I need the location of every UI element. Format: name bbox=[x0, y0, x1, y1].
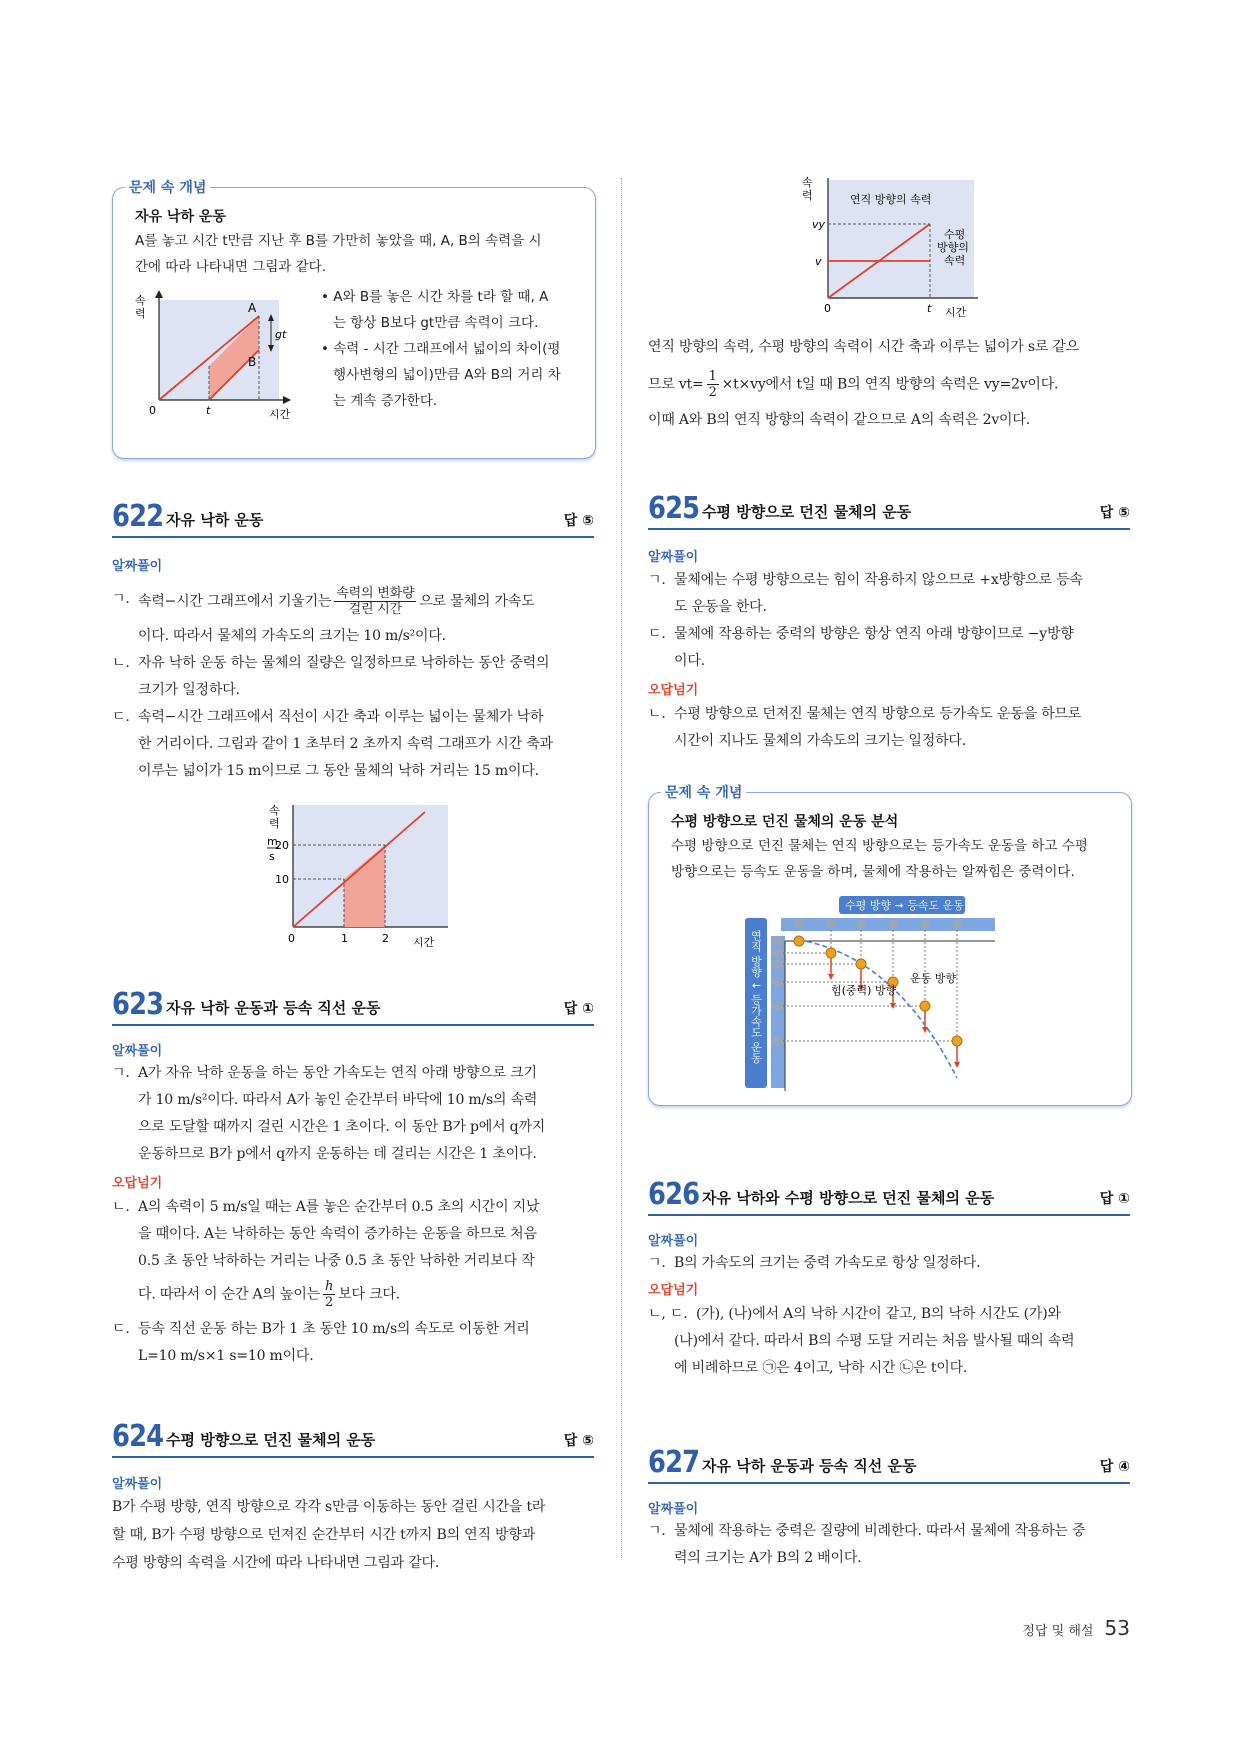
x-label: 시간 bbox=[945, 306, 967, 319]
answer-item: 에 비례하므로 ㉠은 4이고, 낙하 시간 ㉡은 t이다. bbox=[674, 1360, 968, 1376]
question-number: 626 bbox=[648, 1177, 700, 1212]
answer-item: ㄷ. 물체에 작용하는 중력의 방향은 항상 연직 아래 방향이므로 −y방향 bbox=[648, 626, 1074, 642]
question-624-header bbox=[112, 1418, 594, 1458]
unit-m: m bbox=[267, 835, 278, 848]
sub-heading: 알짜풀이 bbox=[112, 1044, 163, 1059]
label-horizontal: 방향의 bbox=[937, 241, 969, 254]
answer-item: 크기가 일정하다. bbox=[138, 682, 240, 698]
origin-label: 0 bbox=[149, 404, 156, 417]
trajectory bbox=[799, 940, 957, 1078]
tick-x0: 0 bbox=[288, 932, 295, 945]
question-title: 수평 방향으로 던진 물체의 운동 bbox=[166, 1431, 376, 1449]
concept-line: 수평 방향으로 던진 물체는 연직 방향으로는 등가속도 운동을 하고 수평 bbox=[671, 838, 1088, 854]
question-title: 자유 낙하 운동과 등속 직선 운동 bbox=[702, 1457, 917, 1475]
body-line: 수평 방향의 속력을 시간에 따라 나타내면 그림과 같다. bbox=[112, 1555, 440, 1571]
answer-label: 답 ① bbox=[563, 1001, 594, 1017]
tick-v: v bbox=[815, 255, 822, 268]
y-label: 력 bbox=[269, 817, 280, 830]
bullet: • 속력 - 시간 그래프에서 넓이의 차이(평 bbox=[321, 341, 561, 357]
top-label: 수평 방향 ➞ 등속도 운동 bbox=[845, 899, 964, 912]
fraction: $\frac{1}{2}$ bbox=[708, 369, 717, 400]
force-label: 힘(중력) 방향 bbox=[831, 984, 897, 997]
label-vertical: 연직 방향의 속력 bbox=[850, 193, 932, 206]
answer-item: L=10 m/s×1 s=10 m이다. bbox=[138, 1348, 314, 1364]
bullet: • A와 B를 놓은 시간 차를 t라 할 때, A bbox=[321, 289, 549, 305]
concept-box-free-fall bbox=[112, 180, 596, 459]
vertical-track bbox=[771, 936, 785, 1088]
label-a: A bbox=[248, 301, 257, 315]
question-title: 수평 방향으로 던진 물체의 운동 bbox=[702, 503, 912, 521]
answer-item: ㄷ. 등속 직선 운동 하는 B가 1 초 동안 10 m/s의 속도로 이동한 거리 bbox=[112, 1321, 530, 1337]
question-number: 624 bbox=[112, 1419, 164, 1454]
q626-body bbox=[648, 1250, 1130, 1382]
label-b: B bbox=[248, 355, 257, 369]
page-footer bbox=[1022, 1616, 1130, 1640]
y-label: 속 bbox=[135, 294, 146, 307]
tick-x2: 2 bbox=[382, 932, 389, 945]
answer-label: 답 ① bbox=[1099, 1191, 1130, 1207]
concept-line: 방향으로는 등속도 운동을 하며, 물체에 작용하는 알짜힘은 중력이다. bbox=[671, 864, 1075, 880]
answer-item: 시간이 지나도 물체의 가속도의 크기는 일정하다. bbox=[674, 733, 966, 749]
body-line: 연직 방향의 속력, 수평 방향의 속력이 시간 축과 이루는 넓이가 s로 같으 bbox=[648, 339, 1080, 355]
footer-label: 정답 및 해설 bbox=[1022, 1624, 1094, 1639]
concept-tag: 문제 속 개념 bbox=[125, 177, 210, 197]
sub-heading: 알짜풀이 bbox=[648, 1502, 699, 1517]
body-line: 할 때, B가 수평 방향으로 던져진 순간부터 시간 t까지 B의 연직 방향과 bbox=[112, 1527, 536, 1543]
sub-heading-wrong: 오답넘기 bbox=[112, 1176, 163, 1191]
q627-body bbox=[648, 1518, 1130, 1572]
q624-body bbox=[112, 1493, 594, 1577]
speed-time-graph-vy bbox=[800, 172, 990, 322]
tick-10: 10 bbox=[275, 873, 289, 886]
answer-item: ㄱ. A가 자유 낙하 운동을 하는 동안 가속도는 연직 아래 방향으로 크기 bbox=[112, 1065, 537, 1081]
y-label: 속 bbox=[802, 176, 813, 189]
answer-item: 0.5 초 동안 낙하하는 거리는 나중 0.5 초 동안 낙하한 거리보다 작 bbox=[138, 1253, 535, 1269]
answer-item: ㄴ, ㄷ. (가), (나)에서 A의 낙하 시간이 같고, B의 낙하 시간도 (가)와 bbox=[648, 1306, 1061, 1322]
x-label: 시간 bbox=[269, 408, 291, 421]
gravity-arrows bbox=[831, 953, 957, 1064]
page-number: 53 bbox=[1104, 1616, 1130, 1640]
label-horizontal: 속력 bbox=[944, 254, 966, 267]
projectile-diagram bbox=[745, 896, 1035, 1096]
tick-vy: vy bbox=[812, 218, 826, 231]
question-title: 자유 낙하 운동 bbox=[166, 511, 264, 529]
body-line: B가 수평 방향, 연직 방향으로 각각 s만큼 이동하는 동안 걸린 시간을 t라 bbox=[112, 1499, 546, 1515]
tick-xt: t bbox=[927, 302, 932, 315]
body-line: 므로 vt= $\frac{1}{2}$ ×t×vy에서 t일 때 B의 연직 방향의 속력은 vy=2v이다. bbox=[648, 369, 1059, 400]
q622-body bbox=[112, 586, 594, 785]
q623-body bbox=[112, 1060, 594, 1370]
answer-label: 답 ④ bbox=[1099, 1459, 1130, 1475]
answer-item: 을 때이다. A는 낙하하는 동안 속력이 증가하는 운동을 하므로 처음 bbox=[138, 1226, 537, 1242]
question-number: 623 bbox=[112, 987, 164, 1022]
answer-item: 이루는 넓이가 15 m이므로 그 동안 물체의 낙하 거리는 15 m이다. bbox=[138, 763, 539, 779]
bullet: 는 계속 증가한다. bbox=[333, 393, 438, 409]
q625-body bbox=[648, 567, 1130, 755]
answer-item: ㄴ. A의 속력이 5 m/s일 때는 A를 놓은 순간부터 0.5 초의 시간이 지났 bbox=[112, 1199, 540, 1215]
tick-x0: 0 bbox=[824, 302, 831, 315]
body-line: 이때 A와 B의 연직 방향의 속력이 같으므로 A의 속력은 2v이다. bbox=[648, 412, 1030, 428]
label-gt: gt bbox=[275, 328, 287, 341]
question-number: 627 bbox=[648, 1445, 700, 1480]
sub-heading-wrong: 오답넘기 bbox=[648, 683, 699, 698]
question-627-header bbox=[648, 1444, 1130, 1484]
answer-item: ㄴ. 수평 방향으로 던져진 물체는 연직 방향으로 등가속도 운동을 하므로 bbox=[648, 706, 1082, 722]
answer-item: ㄷ. 속력−시간 그래프에서 직선이 시간 축과 이루는 넓이는 물체가 낙하 bbox=[112, 709, 544, 725]
column-divider bbox=[621, 178, 622, 1558]
answer-label: 답 ⑤ bbox=[563, 513, 594, 529]
motion-label: 운동 방향 bbox=[910, 972, 957, 985]
side-label: 연직 방향 ↓ 등가속도 운동 bbox=[749, 930, 763, 1064]
concept-line: 간에 따라 나타내면 그림과 같다. bbox=[135, 259, 326, 275]
answer-item: (나)에서 같다. 따라서 B의 수평 도달 거리는 처음 발사될 때의 속력 bbox=[674, 1333, 1075, 1349]
concept-title: 수평 방향으로 던진 물체의 운동 분석 bbox=[671, 814, 899, 830]
y-label: 속 bbox=[269, 804, 280, 817]
bullet: 행사변형의 넓이)만큼 A와 B의 거리 차 bbox=[333, 367, 561, 383]
sub-heading: 알짜풀이 bbox=[112, 559, 163, 574]
speed-time-graph-15m bbox=[255, 800, 455, 950]
fraction: $\frac{h}{2}$ bbox=[324, 1279, 334, 1310]
concept-line: A를 놓고 시간 t만큼 지난 후 B를 가만히 놓았을 때, A, B의 속력을 시 bbox=[135, 233, 542, 249]
question-title: 자유 낙하 운동과 등속 직선 운동 bbox=[166, 999, 381, 1017]
sub-heading: 알짜풀이 bbox=[648, 1234, 699, 1249]
answer-item: ㄱ. B의 가속도의 크기는 중력 가속도로 항상 일정하다. bbox=[648, 1255, 981, 1271]
bullet: 는 항상 B보다 gt만큼 속력이 크다. bbox=[333, 315, 539, 331]
answer-item: ㄴ. 자유 낙하 운동 하는 물체의 질량은 일정하므로 낙하하는 동안 중력의 bbox=[112, 655, 550, 671]
tick-t: t bbox=[206, 404, 211, 417]
right-top-body bbox=[648, 333, 1130, 434]
horizontal-track bbox=[781, 918, 995, 931]
concept-tag: 문제 속 개념 bbox=[661, 782, 746, 802]
answer-item: 력의 크기는 A가 B의 2 배이다. bbox=[674, 1550, 862, 1566]
question-623-header bbox=[112, 986, 594, 1026]
answer-item: 다. 따라서 이 순간 A의 높이는 $\frac{h}{2}$ 보다 크다. bbox=[138, 1279, 400, 1310]
answer-item: 한 거리이다. 그림과 같이 1 초부터 2 초까지 속력 그래프가 시간 축과 bbox=[138, 736, 553, 752]
y-axis-arrow bbox=[155, 290, 163, 298]
unit-s: s bbox=[269, 850, 275, 863]
concept-bullets bbox=[321, 284, 583, 414]
question-625-header bbox=[648, 490, 1130, 530]
question-number: 622 bbox=[112, 499, 164, 534]
tick-x1: 1 bbox=[341, 932, 348, 945]
fraction: $\frac{\text{속력의 변화량}}{\text{걸린 시간}}$ bbox=[336, 586, 415, 617]
answer-item: ㄱ. 물체에는 수평 방향으로는 힘이 작용하지 않으므로 +x방향으로 등속 bbox=[648, 572, 1083, 588]
question-622-header bbox=[112, 498, 594, 538]
answer-label: 답 ⑤ bbox=[1099, 505, 1130, 521]
answer-item: ㄱ. 물체에 작용하는 중력은 질량에 비례한다. 따라서 물체에 작용하는 중 bbox=[648, 1523, 1086, 1539]
sub-heading-wrong: 오답넘기 bbox=[648, 1283, 699, 1298]
concept-box-projectile bbox=[648, 785, 1132, 1106]
sub-heading: 알짜풀이 bbox=[112, 1477, 163, 1492]
question-title: 자유 낙하와 수평 방향으로 던진 물체의 운동 bbox=[702, 1189, 995, 1207]
y-label: 력 bbox=[135, 307, 146, 320]
answer-item: 이다. 따라서 물체의 가속도의 크기는 10 m/s²이다. bbox=[138, 628, 446, 644]
answer-item: 도 운동을 한다. bbox=[674, 599, 767, 615]
speed-time-graph-ab bbox=[127, 288, 323, 428]
x-axis-arrow bbox=[283, 396, 291, 404]
answer-label: 답 ⑤ bbox=[563, 1433, 594, 1449]
answer-item: 이다. bbox=[674, 653, 705, 669]
answer-item: 운동하므로 B가 p에서 q까지 운동하는 데 걸리는 시간은 1 초이다. bbox=[138, 1146, 537, 1162]
sub-heading: 알짜풀이 bbox=[648, 550, 699, 565]
answer-item: 가 10 m/s²이다. 따라서 A가 놓인 순간부터 바닥에 10 m/s의 속력 bbox=[138, 1092, 538, 1108]
concept-title: 자유 낙하 운동 bbox=[135, 209, 226, 225]
answer-item: ㄱ. 속력−시간 그래프에서 기울기는 $\frac{\text{속력의 변화량}}{\text{걸린 시간}}$ 으로 물체의 가속도 bbox=[112, 586, 535, 617]
question-626-header bbox=[648, 1176, 1130, 1216]
answer-item: 으로 도달할 때까지 걸린 시간은 1 초이다. 이 동안 B가 p에서 q까지 bbox=[138, 1119, 546, 1135]
label-horizontal: 수평 bbox=[944, 228, 966, 241]
question-number: 625 bbox=[648, 491, 700, 526]
y-label: 력 bbox=[802, 189, 813, 202]
tick-20: 20 bbox=[275, 839, 289, 852]
x-label: 시간 bbox=[413, 936, 435, 949]
